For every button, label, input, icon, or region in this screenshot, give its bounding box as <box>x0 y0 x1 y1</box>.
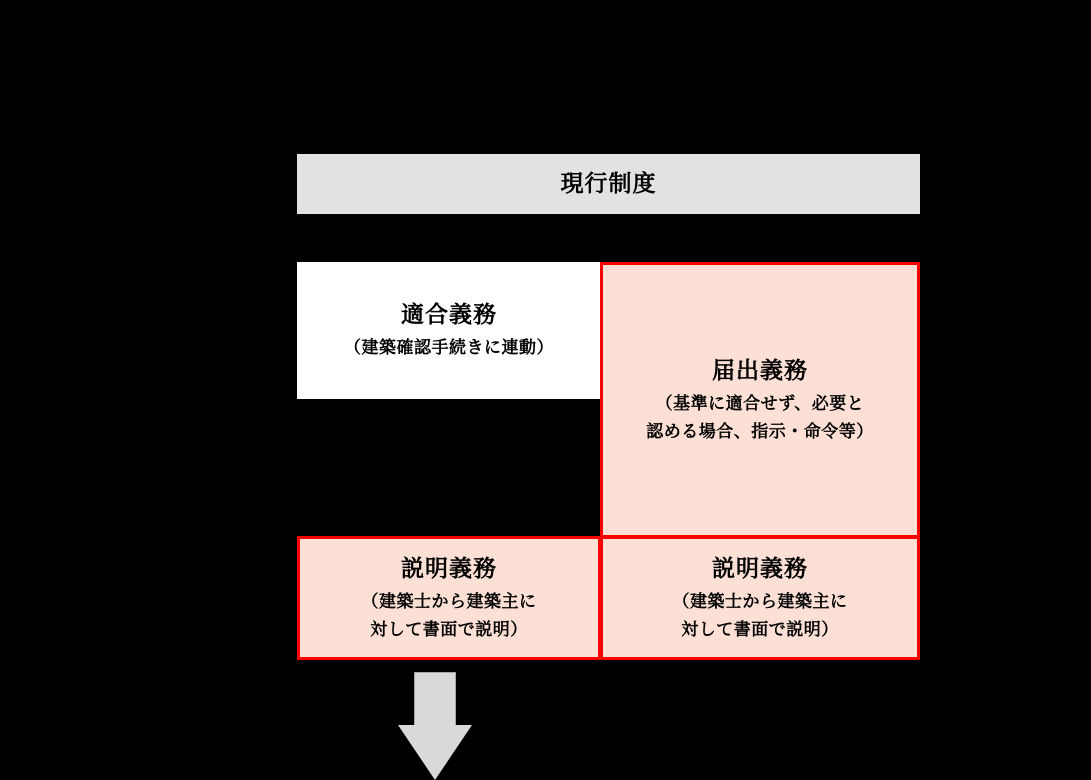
arrow-head <box>398 725 472 780</box>
explanation-right-subtitle <box>673 588 848 642</box>
header-current-system <box>297 154 920 214</box>
conformity-title: 適合義務 <box>401 301 497 328</box>
explanation-right-subtitle-line-1: （建築士から建築主に <box>672 592 848 612</box>
box-conformity-obligation <box>297 262 601 399</box>
explanation-right-subtitle-line-2: 対して書面で説明） <box>681 619 839 639</box>
box-notification-obligation <box>600 262 920 538</box>
notification-subtitle <box>646 390 874 444</box>
notification-subtitle-line-1: （基準に適合せず、必要と <box>655 394 865 414</box>
box-explanation-obligation-right <box>600 536 920 660</box>
header-title: 現行制度 <box>560 170 657 197</box>
explanation-left-subtitle-line-1: （建築士から建築主に <box>361 592 537 612</box>
box-explanation-obligation-left <box>297 536 601 660</box>
explanation-left-subtitle-line-2: 対して書面で説明） <box>370 619 528 639</box>
conformity-subtitle-line-1: （建築確認手続きに連動） <box>344 338 554 358</box>
conformity-subtitle <box>344 334 554 361</box>
explanation-left-subtitle <box>362 588 537 642</box>
arrow-shaft <box>414 672 456 726</box>
explanation-right-title: 説明義務 <box>712 555 808 582</box>
notification-title: 届出義務 <box>712 357 808 384</box>
down-arrow-icon <box>398 672 472 780</box>
notification-subtitle-line-2: 認める場合、指示・命令等） <box>646 421 874 441</box>
explanation-left-title: 説明義務 <box>401 555 497 582</box>
